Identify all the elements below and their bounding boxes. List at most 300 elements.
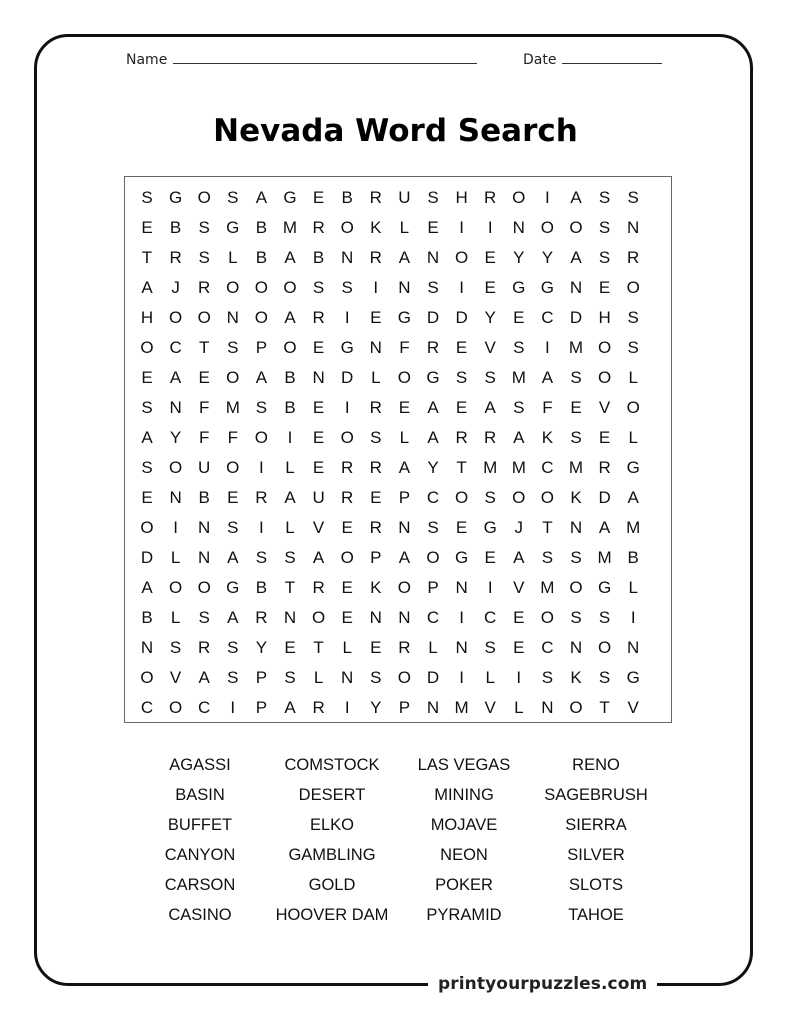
grid-cell[interactable]: A: [255, 368, 268, 387]
grid-cell[interactable]: S: [227, 518, 239, 537]
grid-cell[interactable]: I: [630, 608, 636, 627]
grid-cell[interactable]: N: [627, 638, 640, 657]
grid-cell[interactable]: S: [141, 398, 153, 417]
grid-cell[interactable]: N: [398, 608, 411, 627]
grid-cell[interactable]: T: [456, 458, 467, 477]
grid-cell[interactable]: O: [454, 488, 469, 507]
grid-cell[interactable]: I: [545, 338, 550, 357]
grid-cell[interactable]: D: [598, 488, 611, 507]
grid-cell[interactable]: B: [255, 218, 268, 237]
grid-cell[interactable]: E: [141, 218, 153, 237]
grid-cell[interactable]: I: [173, 518, 178, 537]
grid-cell[interactable]: M: [511, 368, 526, 387]
grid-cell[interactable]: E: [598, 278, 611, 297]
grid-cell[interactable]: E: [455, 398, 468, 417]
grid-cell[interactable]: G: [283, 188, 297, 207]
grid-cell[interactable]: O: [283, 278, 297, 297]
grid-cell[interactable]: N: [455, 578, 468, 597]
grid-cell[interactable]: P: [427, 578, 439, 597]
grid-cell[interactable]: O: [569, 578, 583, 597]
grid-cell[interactable]: G: [340, 338, 354, 357]
grid-cell[interactable]: A: [541, 368, 554, 387]
grid-cell[interactable]: R: [426, 338, 440, 357]
name-field[interactable]: [126, 52, 477, 68]
grid-cell[interactable]: I: [259, 518, 264, 537]
grid-cell[interactable]: E: [370, 308, 382, 327]
grid-cell[interactable]: I: [459, 668, 464, 687]
grid-cell[interactable]: O: [168, 308, 183, 327]
grid-cell[interactable]: D: [569, 308, 583, 327]
grid-cell[interactable]: R: [312, 218, 325, 237]
grid-cell[interactable]: S: [598, 188, 611, 207]
grid-cell[interactable]: O: [168, 698, 183, 717]
grid-cell[interactable]: S: [484, 368, 496, 387]
grid-cell[interactable]: R: [341, 458, 354, 477]
grid-cell[interactable]: G: [397, 308, 411, 327]
grid-cell[interactable]: C: [426, 608, 440, 627]
grid-cell[interactable]: G: [512, 278, 526, 297]
grid-cell[interactable]: S: [255, 398, 268, 417]
grid-cell[interactable]: S: [141, 458, 153, 477]
grid-cell[interactable]: E: [484, 278, 496, 297]
grid-cell[interactable]: N: [369, 608, 382, 627]
grid-cell[interactable]: G: [626, 458, 640, 477]
grid-cell[interactable]: O: [140, 668, 154, 687]
grid-cell[interactable]: E: [341, 518, 353, 537]
grid-cell[interactable]: N: [226, 308, 239, 327]
grid-cell[interactable]: L: [628, 428, 638, 447]
grid-cell[interactable]: N: [198, 548, 211, 567]
grid-cell[interactable]: O: [197, 308, 211, 327]
grid-cell[interactable]: S: [427, 518, 439, 537]
grid-cell[interactable]: Y: [255, 638, 268, 657]
grid-cell[interactable]: M: [282, 218, 298, 237]
grid-cell[interactable]: K: [370, 578, 382, 597]
grid-cell[interactable]: S: [570, 548, 582, 567]
grid-cell[interactable]: D: [341, 368, 354, 387]
grid-cell[interactable]: A: [398, 548, 411, 567]
grid-cell[interactable]: F: [198, 428, 210, 447]
grid-cell[interactable]: O: [140, 518, 154, 537]
grid-cell[interactable]: I: [344, 398, 350, 417]
grid-cell[interactable]: E: [484, 548, 496, 567]
grid-cell[interactable]: M: [568, 338, 584, 357]
grid-cell[interactable]: N: [569, 638, 583, 657]
grid-cell[interactable]: G: [626, 668, 640, 687]
grid-cell[interactable]: R: [369, 518, 382, 537]
grid-cell[interactable]: D: [426, 308, 440, 327]
grid-cell[interactable]: B: [627, 548, 639, 567]
grid-cell[interactable]: O: [569, 218, 583, 237]
grid-cell[interactable]: A: [427, 398, 439, 417]
grid-cell[interactable]: O: [626, 398, 640, 417]
grid-cell[interactable]: C: [541, 458, 554, 477]
grid-cell[interactable]: N: [541, 698, 554, 717]
grid-cell[interactable]: E: [198, 368, 210, 387]
grid-cell[interactable]: D: [140, 548, 154, 567]
grid-cell[interactable]: G: [483, 518, 497, 537]
grid-cell[interactable]: I: [459, 278, 464, 297]
grid-cell[interactable]: L: [342, 638, 352, 657]
grid-cell[interactable]: Y: [370, 698, 382, 717]
grid-cell[interactable]: O: [569, 698, 583, 717]
grid-cell[interactable]: O: [397, 368, 411, 387]
grid-cell[interactable]: O: [140, 338, 154, 357]
grid-cell[interactable]: G: [168, 188, 183, 207]
grid-cell[interactable]: K: [541, 428, 554, 447]
grid-cell[interactable]: N: [426, 698, 440, 717]
grid-cell[interactable]: C: [426, 488, 440, 507]
grid-cell[interactable]: O: [226, 368, 240, 387]
grid-cell[interactable]: D: [426, 668, 440, 687]
grid-cell[interactable]: N: [512, 218, 525, 237]
grid-cell[interactable]: A: [227, 548, 239, 567]
grid-cell[interactable]: A: [398, 458, 411, 477]
grid-cell[interactable]: E: [370, 488, 382, 507]
grid-cell[interactable]: R: [627, 248, 640, 267]
grid-cell[interactable]: U: [312, 488, 325, 507]
grid-cell[interactable]: N: [140, 638, 154, 657]
grid-cell[interactable]: L: [285, 458, 295, 477]
grid-cell[interactable]: R: [341, 488, 354, 507]
grid-cell[interactable]: A: [141, 278, 153, 297]
grid-cell[interactable]: G: [226, 578, 240, 597]
grid-cell[interactable]: E: [455, 338, 468, 357]
grid-cell[interactable]: L: [170, 548, 181, 567]
grid-cell[interactable]: A: [141, 428, 153, 447]
date-line[interactable]: [562, 63, 662, 64]
grid-cell[interactable]: O: [626, 278, 640, 297]
grid-cell[interactable]: T: [284, 578, 296, 597]
grid-cell[interactable]: S: [598, 218, 611, 237]
grid-cell[interactable]: T: [198, 338, 210, 357]
grid-cell[interactable]: S: [484, 638, 496, 657]
grid-cell[interactable]: E: [312, 338, 325, 357]
grid-cell[interactable]: R: [484, 428, 497, 447]
grid-cell[interactable]: O: [426, 548, 440, 567]
grid-cell[interactable]: P: [370, 548, 382, 567]
grid-cell[interactable]: I: [459, 218, 464, 237]
grid-cell[interactable]: B: [284, 398, 296, 417]
grid-cell[interactable]: O: [597, 638, 612, 657]
grid-cell[interactable]: L: [428, 638, 438, 657]
grid-cell[interactable]: N: [283, 608, 297, 627]
grid-cell[interactable]: S: [227, 188, 239, 207]
grid-cell[interactable]: A: [284, 308, 296, 327]
grid-cell[interactable]: B: [141, 608, 153, 627]
grid-cell[interactable]: O: [512, 188, 526, 207]
grid-cell[interactable]: V: [598, 398, 611, 417]
grid-cell[interactable]: R: [312, 308, 325, 327]
grid-cell[interactable]: S: [284, 668, 296, 687]
grid-cell[interactable]: L: [313, 668, 324, 687]
grid-cell[interactable]: O: [283, 338, 297, 357]
grid-cell[interactable]: P: [255, 698, 268, 717]
grid-cell[interactable]: E: [398, 398, 411, 417]
grid-cell[interactable]: E: [484, 248, 496, 267]
grid-cell[interactable]: A: [169, 368, 182, 387]
grid-cell[interactable]: L: [399, 218, 410, 237]
grid-cell[interactable]: U: [198, 458, 211, 477]
grid-cell[interactable]: E: [427, 218, 439, 237]
grid-cell[interactable]: T: [141, 248, 153, 267]
grid-cell[interactable]: R: [455, 428, 468, 447]
grid-cell[interactable]: S: [341, 278, 353, 297]
grid-cell[interactable]: R: [369, 248, 382, 267]
grid-cell[interactable]: R: [398, 638, 411, 657]
grid-cell[interactable]: S: [255, 548, 268, 567]
grid-cell[interactable]: E: [370, 638, 382, 657]
grid-cell[interactable]: A: [284, 488, 296, 507]
grid-cell[interactable]: A: [284, 698, 296, 717]
grid-cell[interactable]: O: [168, 578, 183, 597]
grid-cell[interactable]: O: [226, 458, 240, 477]
grid-cell[interactable]: I: [545, 188, 550, 207]
grid-cell[interactable]: C: [140, 698, 154, 717]
grid-cell[interactable]: A: [255, 188, 268, 207]
grid-cell[interactable]: O: [254, 278, 268, 297]
grid-cell[interactable]: A: [484, 398, 496, 417]
grid-cell[interactable]: S: [598, 248, 611, 267]
grid-cell[interactable]: Y: [169, 428, 182, 447]
grid-cell[interactable]: S: [284, 548, 296, 567]
grid-cell[interactable]: A: [570, 188, 582, 207]
grid-cell[interactable]: O: [340, 218, 354, 237]
grid-cell[interactable]: V: [627, 698, 639, 717]
grid-cell[interactable]: O: [254, 308, 268, 327]
grid-cell[interactable]: G: [597, 578, 612, 597]
grid-cell[interactable]: G: [540, 278, 554, 297]
grid-cell[interactable]: C: [198, 698, 211, 717]
grid-cell[interactable]: S: [598, 668, 611, 687]
grid-cell[interactable]: N: [569, 518, 583, 537]
grid-cell[interactable]: R: [255, 488, 268, 507]
grid-cell[interactable]: B: [341, 188, 353, 207]
grid-cell[interactable]: R: [369, 188, 382, 207]
grid-cell[interactable]: A: [513, 428, 525, 447]
grid-cell[interactable]: A: [312, 548, 325, 567]
grid-cell[interactable]: G: [426, 368, 440, 387]
grid-cell[interactable]: I: [344, 698, 350, 717]
grid-cell[interactable]: E: [341, 608, 353, 627]
grid-cell[interactable]: K: [570, 668, 582, 687]
grid-cell[interactable]: E: [141, 368, 153, 387]
grid-cell[interactable]: M: [626, 518, 641, 537]
grid-cell[interactable]: Y: [541, 248, 554, 267]
grid-cell[interactable]: F: [227, 428, 238, 447]
grid-cell[interactable]: A: [284, 248, 296, 267]
grid-cell[interactable]: S: [198, 218, 210, 237]
grid-cell[interactable]: S: [541, 668, 554, 687]
grid-cell[interactable]: P: [255, 668, 268, 687]
grid-cell[interactable]: S: [227, 638, 239, 657]
grid-cell[interactable]: E: [513, 308, 525, 327]
grid-cell[interactable]: L: [170, 608, 181, 627]
grid-cell[interactable]: B: [198, 488, 210, 507]
grid-cell[interactable]: A: [598, 518, 611, 537]
grid-cell[interactable]: N: [426, 248, 440, 267]
grid-cell[interactable]: G: [454, 548, 469, 567]
grid-cell[interactable]: R: [198, 278, 211, 297]
grid-cell[interactable]: T: [542, 518, 553, 537]
grid-cell[interactable]: I: [459, 608, 464, 627]
grid-cell[interactable]: I: [487, 578, 493, 597]
grid-cell[interactable]: O: [454, 248, 469, 267]
grid-cell[interactable]: G: [226, 218, 240, 237]
grid-cell[interactable]: N: [341, 248, 354, 267]
grid-cell[interactable]: M: [454, 698, 469, 717]
grid-cell[interactable]: N: [398, 518, 411, 537]
grid-cell[interactable]: O: [397, 668, 411, 687]
grid-cell[interactable]: N: [398, 278, 411, 297]
grid-cell[interactable]: N: [198, 518, 211, 537]
grid-cell[interactable]: S: [141, 188, 153, 207]
grid-cell[interactable]: E: [312, 398, 325, 417]
grid-cell[interactable]: N: [312, 368, 325, 387]
grid-cell[interactable]: B: [284, 368, 296, 387]
grid-cell[interactable]: K: [570, 488, 582, 507]
grid-cell[interactable]: E: [227, 488, 239, 507]
grid-cell[interactable]: E: [598, 428, 611, 447]
grid-cell[interactable]: V: [312, 518, 325, 537]
grid-cell[interactable]: O: [340, 428, 354, 447]
grid-cell[interactable]: E: [341, 578, 353, 597]
grid-cell[interactable]: J: [514, 518, 524, 537]
grid-cell[interactable]: N: [369, 338, 382, 357]
grid-cell[interactable]: N: [169, 398, 182, 417]
grid-cell[interactable]: S: [227, 338, 239, 357]
grid-cell[interactable]: N: [455, 638, 468, 657]
grid-cell[interactable]: R: [198, 638, 211, 657]
grid-cell[interactable]: O: [226, 278, 240, 297]
grid-cell[interactable]: O: [540, 608, 554, 627]
grid-cell[interactable]: I: [287, 428, 293, 447]
grid-cell[interactable]: A: [513, 548, 525, 567]
grid-cell[interactable]: B: [255, 248, 268, 267]
grid-cell[interactable]: Y: [484, 308, 496, 327]
grid-cell[interactable]: S: [227, 668, 239, 687]
grid-cell[interactable]: S: [570, 608, 582, 627]
grid-cell[interactable]: O: [540, 488, 554, 507]
grid-cell[interactable]: V: [169, 668, 182, 687]
grid-cell[interactable]: O: [168, 458, 183, 477]
grid-cell[interactable]: S: [541, 548, 554, 567]
grid-cell[interactable]: U: [398, 188, 411, 207]
grid-cell[interactable]: A: [398, 248, 411, 267]
grid-cell[interactable]: A: [427, 428, 439, 447]
grid-cell[interactable]: R: [312, 698, 325, 717]
grid-cell[interactable]: L: [285, 518, 295, 537]
grid-cell[interactable]: E: [312, 428, 325, 447]
grid-cell[interactable]: H: [140, 308, 154, 327]
grid-cell[interactable]: S: [484, 488, 496, 507]
grid-cell[interactable]: R: [312, 578, 325, 597]
grid-cell[interactable]: H: [598, 308, 611, 327]
grid-cell[interactable]: V: [484, 338, 496, 357]
grid-cell[interactable]: E: [141, 488, 153, 507]
grid-cell[interactable]: F: [198, 398, 210, 417]
grid-cell[interactable]: R: [255, 608, 268, 627]
grid-cell[interactable]: B: [169, 218, 182, 237]
grid-cell[interactable]: S: [627, 338, 639, 357]
grid-cell[interactable]: E: [513, 608, 525, 627]
grid-cell[interactable]: C: [541, 638, 554, 657]
grid-cell[interactable]: E: [513, 638, 525, 657]
grid-cell[interactable]: N: [627, 218, 640, 237]
grid-cell[interactable]: I: [259, 458, 264, 477]
grid-cell[interactable]: L: [514, 698, 524, 717]
grid-cell[interactable]: R: [598, 458, 611, 477]
grid-cell[interactable]: M: [568, 458, 584, 477]
grid-cell[interactable]: V: [513, 578, 525, 597]
grid-cell[interactable]: P: [398, 488, 411, 507]
grid-cell[interactable]: S: [513, 338, 525, 357]
grid-cell[interactable]: E: [455, 518, 468, 537]
grid-cell[interactable]: O: [311, 608, 326, 627]
grid-cell[interactable]: E: [312, 188, 325, 207]
grid-cell[interactable]: A: [570, 248, 582, 267]
grid-cell[interactable]: K: [370, 218, 382, 237]
grid-cell[interactable]: O: [512, 488, 526, 507]
grid-cell[interactable]: R: [484, 188, 497, 207]
grid-cell[interactable]: O: [597, 368, 612, 387]
grid-cell[interactable]: V: [484, 698, 496, 717]
grid-cell[interactable]: O: [597, 338, 612, 357]
grid-cell[interactable]: L: [228, 248, 238, 267]
grid-cell[interactable]: S: [627, 188, 639, 207]
grid-cell[interactable]: O: [540, 218, 554, 237]
grid-cell[interactable]: M: [597, 548, 612, 567]
date-field[interactable]: [523, 52, 662, 68]
grid-cell[interactable]: N: [569, 278, 583, 297]
grid-cell[interactable]: Y: [427, 458, 439, 477]
grid-cell[interactable]: E: [570, 398, 582, 417]
grid-cell[interactable]: S: [513, 398, 525, 417]
grid-cell[interactable]: I: [344, 308, 350, 327]
grid-cell[interactable]: S: [198, 608, 210, 627]
grid-cell[interactable]: N: [169, 488, 182, 507]
grid-cell[interactable]: O: [397, 578, 411, 597]
grid-cell[interactable]: D: [455, 308, 468, 327]
grid-cell[interactable]: B: [255, 578, 268, 597]
grid-cell[interactable]: J: [171, 278, 180, 297]
grid-cell[interactable]: M: [540, 578, 555, 597]
grid-cell[interactable]: A: [227, 608, 239, 627]
grid-cell[interactable]: B: [312, 248, 325, 267]
grid-cell[interactable]: C: [169, 338, 182, 357]
name-line[interactable]: [173, 63, 477, 64]
grid-cell[interactable]: O: [197, 188, 211, 207]
grid-cell[interactable]: T: [599, 698, 610, 717]
grid-cell[interactable]: F: [399, 338, 410, 357]
grid-cell[interactable]: L: [371, 368, 381, 387]
grid-cell[interactable]: P: [398, 698, 411, 717]
grid-cell[interactable]: M: [225, 398, 240, 417]
grid-cell[interactable]: O: [340, 548, 354, 567]
grid-cell[interactable]: S: [370, 668, 382, 687]
grid-cell[interactable]: I: [516, 668, 522, 687]
grid-cell[interactable]: A: [627, 488, 639, 507]
grid-cell[interactable]: S: [598, 608, 611, 627]
grid-cell[interactable]: R: [369, 398, 382, 417]
grid-cell[interactable]: I: [373, 278, 379, 297]
grid-cell[interactable]: A: [198, 668, 210, 687]
grid-cell[interactable]: P: [255, 338, 268, 357]
grid-cell[interactable]: O: [197, 578, 211, 597]
grid-cell[interactable]: S: [370, 428, 382, 447]
grid-cell[interactable]: S: [455, 368, 468, 387]
grid-cell[interactable]: E: [312, 458, 325, 477]
